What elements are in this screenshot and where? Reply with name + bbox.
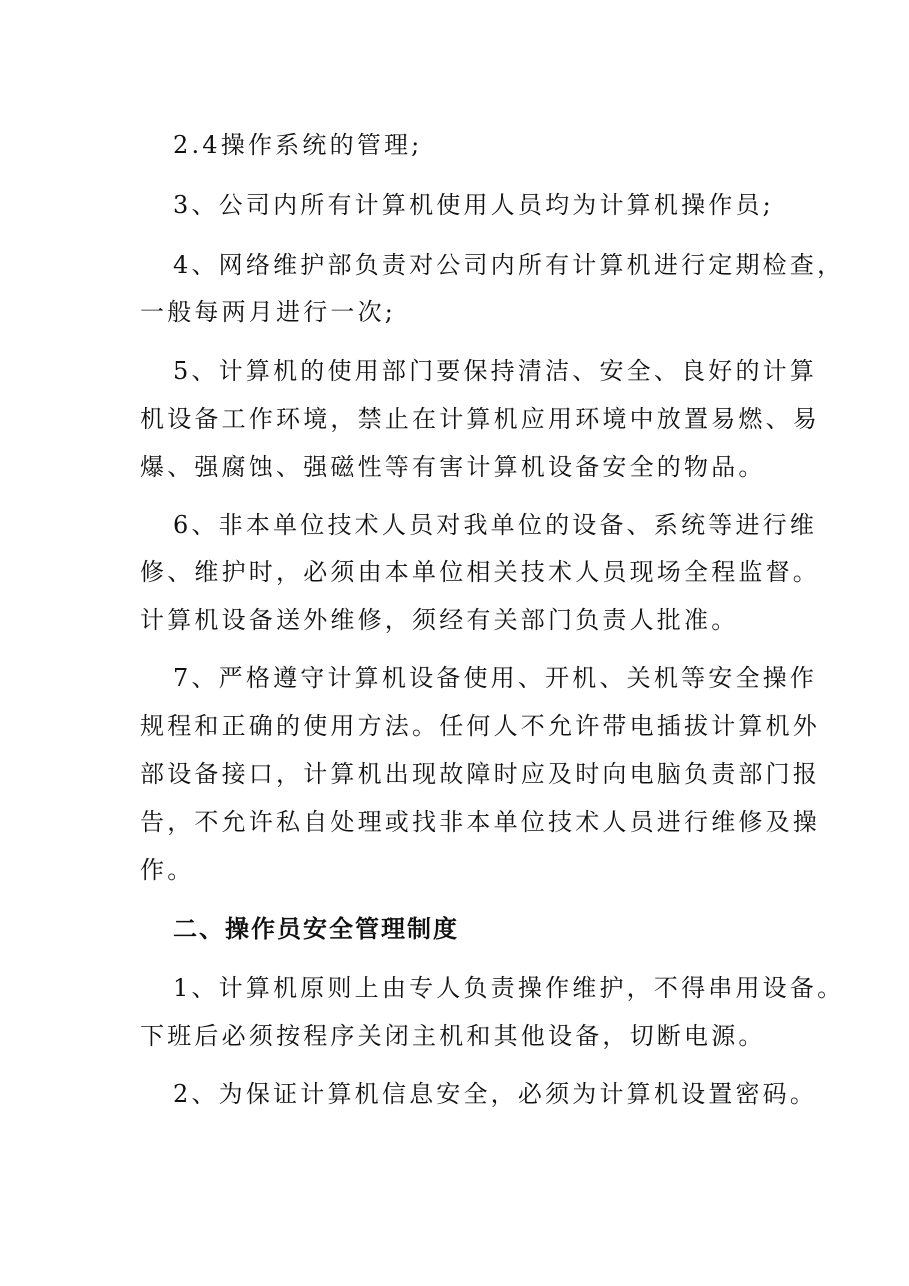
paragraph-line: 7、严格遵守计算机设备使用、开机、关机等安全操作 [173, 664, 818, 692]
paragraph-line: 部设备接口，计算机出现故障时应及时向电脑负责部门报 [140, 760, 820, 788]
paragraph-line: 规程和正确的使用方法。任何人不允许带电插拔计算机外 [140, 712, 820, 740]
paragraph-line: 修、维护时，必须由本单位相关技术人员现场全程监督。 [140, 558, 820, 586]
paragraph-line: 机设备工作环境，禁止在计算机应用环境中放置易燃、易 [140, 405, 820, 433]
paragraph-line: 6、非本单位技术人员对我单位的设备、系统等进行维 [173, 511, 818, 539]
paragraph-line: 计算机设备送外维修，须经有关部门负责人批准。 [140, 606, 739, 634]
paragraph-line: 2.4操作系统的管理; [173, 131, 423, 159]
paragraph-line: 5、计算机的使用部门要保持清洁、安全、良好的计算 [173, 357, 818, 385]
paragraph-line: 3、公司内所有计算机使用人员均为计算机操作员; [173, 191, 774, 219]
paragraph-line: 作。 [140, 856, 195, 884]
paragraph-line: 4、网络维护部负责对公司内所有计算机进行定期检查， [173, 251, 845, 279]
paragraph-line: 爆、强腐蚀、强磁性等有害计算机设备安全的物品。 [140, 453, 766, 481]
paragraph-line: 告，不允许私自处理或找非本单位技术人员进行维修及操 [140, 808, 820, 836]
paragraph-line: 下班后必须按程序关闭主机和其他设备，切断电源。 [140, 1022, 766, 1050]
paragraph-line: 2、为保证计算机信息安全，必须为计算机设置密码。 [173, 1080, 818, 1108]
paragraph-line: 1、计算机原则上由专人负责操作维护，不得串用设备。 [173, 974, 845, 1002]
paragraph-line: 一般每两月进行一次; [140, 298, 397, 326]
section-heading: 二、操作员安全管理制度 [173, 915, 459, 943]
